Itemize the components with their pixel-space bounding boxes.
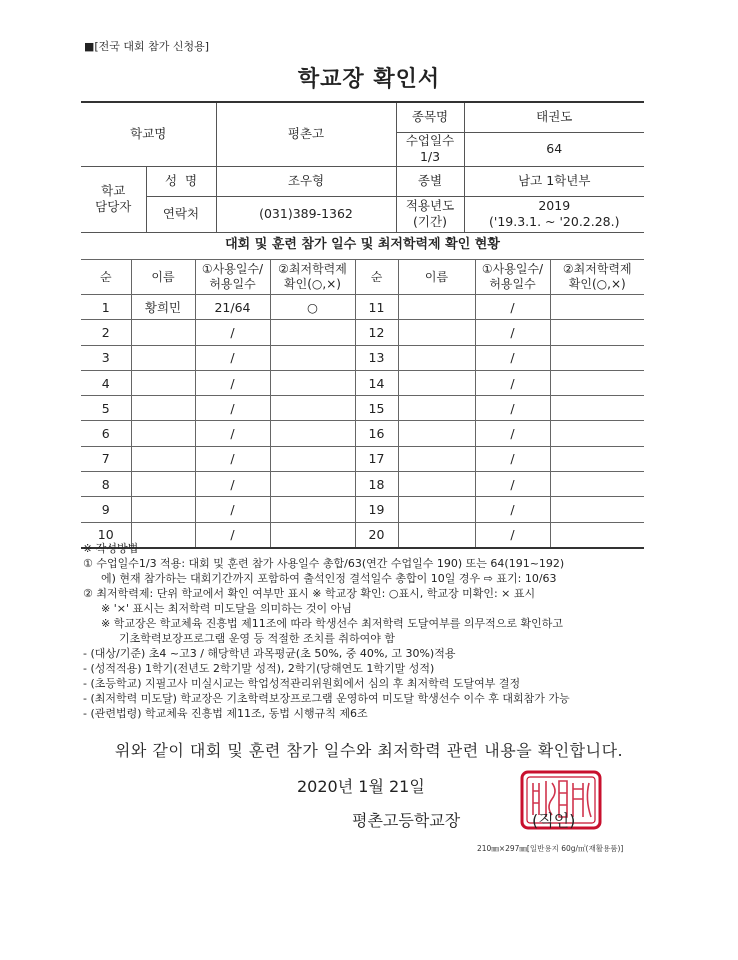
row-no: 7 — [81, 446, 131, 471]
note-1a: ① 수업일수1/3 적용: 대회 및 훈련 참가 사용일수 총합/63(연간 수업일수 190) 또는 64(191~192) — [83, 557, 565, 570]
header-days-line1: ①사용일수/ — [201, 262, 264, 276]
form-tag: ■[전국 대회 참가 신청용] — [84, 40, 210, 53]
row-days: / — [195, 421, 270, 446]
row-no: 2 — [81, 320, 131, 345]
year-value-line2: ('19.3.1. ~ '20.2.28.) — [489, 214, 620, 229]
row-no-right: 18 — [355, 472, 398, 497]
row-days-right: / — [475, 396, 550, 421]
row-no-right: 15 — [355, 396, 398, 421]
paper-spec: 210㎜×297㎜[일반용지 60g/㎡(재활용품)] — [477, 844, 624, 853]
row-min-check-right — [550, 396, 644, 421]
row-name — [131, 446, 195, 471]
header-min-right — [550, 260, 644, 295]
note-2: ② 최저학력제: 단위 학교에서 확인 여부만 표시 ※ 학교장 확인: ○표시, 학교장 미확인: × 표시 — [83, 587, 536, 600]
row-name: 황희민 — [131, 295, 195, 320]
row-min-check-right — [550, 320, 644, 345]
table-row — [81, 396, 644, 421]
row-min-check: ○ — [270, 295, 355, 320]
row-days-right: / — [475, 370, 550, 395]
year-label-line1: 적용년도 — [405, 198, 455, 213]
row-days: / — [195, 446, 270, 471]
manager-label-line2: 담당자 — [95, 199, 132, 214]
participation-table — [81, 259, 644, 549]
row-name-right — [398, 472, 475, 497]
header-min-line1: ②최저학력제 — [278, 262, 347, 276]
name-label: 성 명 — [146, 166, 216, 196]
row-min-check-right — [550, 497, 644, 522]
row-days: / — [195, 396, 270, 421]
row-days: / — [195, 345, 270, 370]
year-value — [464, 196, 644, 232]
row-days-right: / — [475, 345, 550, 370]
row-no: 9 — [81, 497, 131, 522]
row-days: / — [195, 370, 270, 395]
principal-signature: 평촌고등학교장 — [352, 811, 461, 830]
row-no-right: 12 — [355, 320, 398, 345]
row-days-right: / — [475, 472, 550, 497]
event-label: 종목명 — [396, 102, 464, 132]
stamp-label: (직인) — [532, 811, 576, 830]
section-title: 대회 및 훈련 참가 일수 및 최저학력제 확인 현황 — [81, 231, 644, 260]
row-name — [131, 320, 195, 345]
row-min-check — [270, 472, 355, 497]
instructions — [83, 541, 658, 721]
table-row — [81, 446, 644, 471]
header-days-right-line1: ①사용일수/ — [481, 262, 544, 276]
header-name-right: 이름 — [398, 260, 475, 295]
row-name — [131, 421, 195, 446]
year-label-line2: (기간) — [413, 214, 447, 229]
row-name — [131, 396, 195, 421]
contact-value: (031)389-1362 — [216, 196, 396, 232]
note-4b: 기초학력보장프로그램 운영 등 적절한 조치를 취하여야 함 — [119, 632, 396, 645]
manager-label-line1: 학교 — [101, 183, 126, 198]
header-min-right-line1: ②최저학력제 — [562, 262, 632, 276]
class-days-label-line1: 수업일수 — [405, 133, 455, 148]
row-no: 6 — [81, 421, 131, 446]
row-no-right: 11 — [355, 295, 398, 320]
row-days-right: / — [475, 522, 550, 548]
row-no-right: 19 — [355, 497, 398, 522]
note-4a: ※ 학교장은 학교체육 진흥법 제11조에 따라 학생선수 최저학력 도달여부를 의무적으로 확인하고 — [101, 617, 563, 630]
note-8: - (최저학력 미도달) 학교장은 기초학력보장프로그램 운영하여 미도달 학생선수 이수 후 대회참가 가능 — [83, 692, 570, 705]
row-min-check-right — [550, 295, 644, 320]
row-no: 5 — [81, 396, 131, 421]
header-days-right-line2: 허용일수 — [489, 277, 536, 291]
row-days-right: / — [475, 320, 550, 345]
note-6: - (성적적용) 1학기(전년도 2학기말 성적), 2학기(당해연도 1학기말 성적) — [83, 662, 435, 675]
table-row — [81, 320, 644, 345]
row-no-right: 14 — [355, 370, 398, 395]
row-min-check — [270, 370, 355, 395]
row-days-right: / — [475, 295, 550, 320]
row-no: 10 — [81, 522, 131, 548]
row-name-right — [398, 396, 475, 421]
note-3: ※ '×' 표시는 최저학력 미도달을 의미하는 것이 아님 — [101, 602, 352, 615]
row-name-right — [398, 446, 475, 471]
table-row — [81, 472, 644, 497]
year-value-line1: 2019 — [538, 198, 571, 213]
school-value: 평촌고 — [216, 102, 396, 166]
row-min-check — [270, 320, 355, 345]
class-days-label — [396, 132, 464, 166]
contact-label: 연락처 — [146, 196, 216, 232]
row-no-right: 20 — [355, 522, 398, 548]
issue-date: 2020년 1월 21일 — [297, 777, 425, 796]
table-row — [81, 497, 644, 522]
row-no-right: 16 — [355, 421, 398, 446]
row-min-check — [270, 345, 355, 370]
notes-heading: ※ 작성방법 — [83, 542, 139, 555]
row-no: 3 — [81, 345, 131, 370]
table-header-row — [81, 260, 644, 295]
row-name — [131, 345, 195, 370]
class-days-label-line2: 1/3 — [419, 149, 441, 164]
note-7: - (초등학교) 지필고사 미실시교는 학업성적관리위원회에서 심의 후 최저학력 도달여부 결정 — [83, 677, 521, 690]
row-name-right — [398, 345, 475, 370]
row-no: 8 — [81, 472, 131, 497]
table-body — [81, 295, 644, 548]
header-days-right — [475, 260, 550, 295]
row-min-check-right — [550, 446, 644, 471]
row-min-check-right — [550, 345, 644, 370]
table-row — [81, 370, 644, 395]
manager-label — [81, 166, 146, 232]
row-min-check-right — [550, 421, 644, 446]
header-days-line2: 허용일수 — [209, 277, 256, 291]
year-label — [396, 196, 464, 232]
row-days: 21/64 — [195, 295, 270, 320]
header-min — [270, 260, 355, 295]
row-days-right: / — [475, 497, 550, 522]
row-days-right: / — [475, 421, 550, 446]
confirmation-statement: 위와 같이 대회 및 훈련 참가 일수와 최저학력 관련 내용을 확인합니다. — [114, 741, 624, 760]
row-min-check — [270, 421, 355, 446]
row-min-check — [270, 497, 355, 522]
note-9: - (관련법령) 학교체육 진흥법 제11조, 동법 시행규칙 제6조 — [83, 707, 368, 720]
header-no: 순 — [81, 260, 131, 295]
row-min-check-right — [550, 370, 644, 395]
note-5: - (대상/기준) 초4 ~고3 / 해당학년 과목평균(초 50%, 중 40%, 고 30%)적용 — [83, 647, 456, 660]
category-value: 남고 1학년부 — [464, 166, 644, 196]
note-1b: 에) 현재 참가하는 대회기간까지 포함하여 출석인정 결석일수 총합이 10일 경우 ⇨ 표기: 10/63 — [101, 572, 557, 585]
row-name-right — [398, 295, 475, 320]
row-name-right — [398, 421, 475, 446]
row-no: 4 — [81, 370, 131, 395]
header-min-right-line2: 확인(○,×) — [568, 277, 626, 291]
row-days: / — [195, 497, 270, 522]
row-days: / — [195, 522, 270, 548]
row-no: 1 — [81, 295, 131, 320]
page-title: 학교장 확인서 — [297, 67, 441, 92]
row-name-right — [398, 320, 475, 345]
row-name — [131, 472, 195, 497]
school-label: 학교명 — [81, 102, 216, 166]
name-value: 조우형 — [216, 166, 396, 196]
row-no-right: 17 — [355, 446, 398, 471]
row-name — [131, 370, 195, 395]
row-name-right — [398, 370, 475, 395]
event-value: 태권도 — [464, 102, 644, 132]
row-days: / — [195, 472, 270, 497]
header-no-right: 순 — [355, 260, 398, 295]
class-days-value: 64 — [464, 132, 644, 166]
row-name-right — [398, 497, 475, 522]
row-no-right: 13 — [355, 345, 398, 370]
row-name — [131, 497, 195, 522]
row-days-right: / — [475, 446, 550, 471]
row-min-check-right — [550, 472, 644, 497]
row-min-check — [270, 446, 355, 471]
row-min-check — [270, 396, 355, 421]
header-min-line2: 확인(○,×) — [284, 277, 341, 291]
row-days: / — [195, 320, 270, 345]
table-row — [81, 421, 644, 446]
table-row — [81, 345, 644, 370]
header-name: 이름 — [131, 260, 195, 295]
header-days — [195, 260, 270, 295]
school-info-table — [81, 101, 644, 233]
table-row — [81, 295, 644, 320]
category-label: 종별 — [396, 166, 464, 196]
